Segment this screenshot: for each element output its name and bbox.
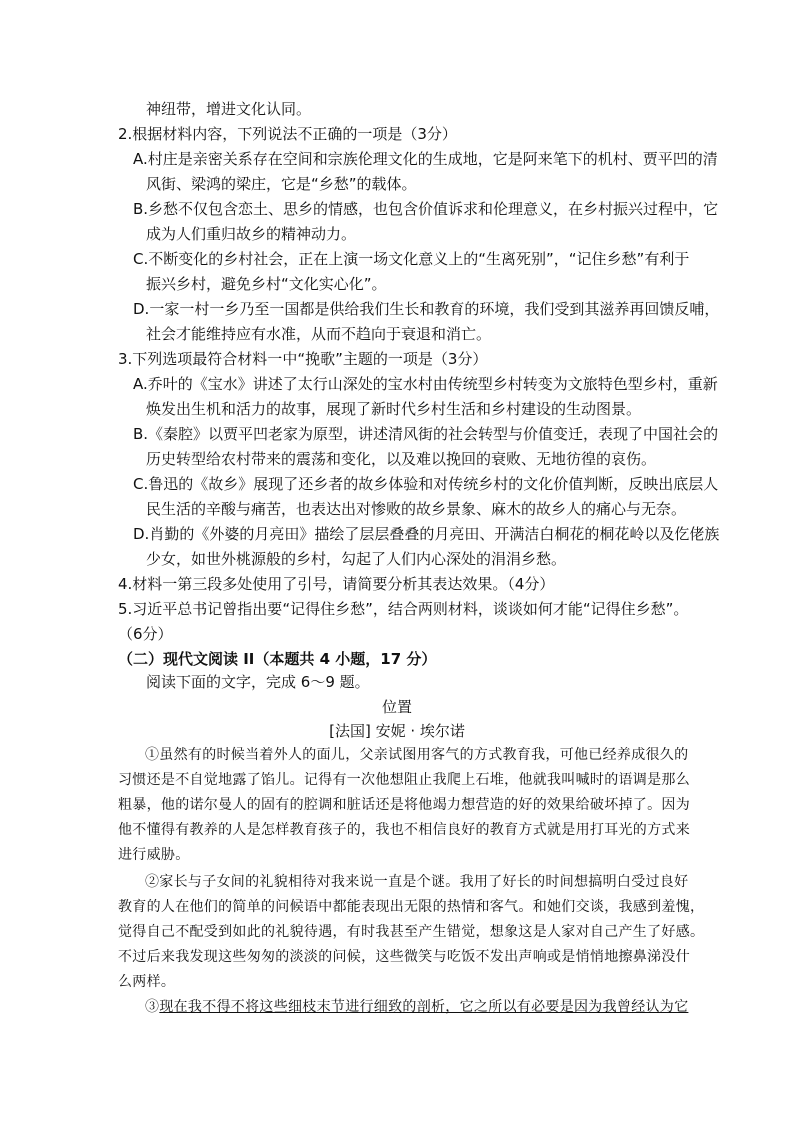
story-p2-line3: 觉得自己不配受到如此的礼貌待遇，有时我甚至产生错觉，想象这是人家对自己产生了好感。 (118, 924, 705, 940)
q2-option-d-line1: D.一家一村一乡乃至一国都是供给我们生长和教育的环境，我们受到其滋养再回馈反哺， (133, 300, 720, 318)
underlined-sentence: 现在我不得不将这些细枝末节进行细致的剖析，它之所以有必要是因为我曾经认为它 (159, 999, 689, 1015)
q2-option-c-line2: 振兴乡村，避免乡村“文化实心化”。 (146, 275, 387, 293)
q2-option-d-line2: 社会才能维持应有水准，从而不趋向于衰退和消亡。 (146, 325, 492, 343)
q2-option-b-line2: 成为人们重归故乡的精神动力。 (146, 225, 357, 243)
section-2-instruction: 阅读下面的文字，完成 6～9 题。 (146, 673, 370, 691)
q2-option-a-line1: A.村庄是亲密关系存在空间和宗族伦理文化的生成地，它是阿来笔下的机村、贾平凹的清 (133, 150, 718, 168)
q3-option-a-line2: 焕发出生机和活力的故事，展现了新时代乡村生活和乡村建设的生动图景。 (146, 400, 642, 418)
story-p2-line2: 教育的人在他们的简单的问候语中都能表现出无限的热情和客气。和她们交谈，我感到羞愧， (118, 899, 705, 915)
q3-option-c-line1: C.鲁迅的《故乡》展现了还乡者的故乡体验和对传统乡村的文化价值判断，反映出底层人 (133, 475, 719, 493)
q3-option-b-line2: 历史转型给农村带来的震荡和变化，以及难以挽回的衰败、无地彷徨的哀伤。 (146, 450, 657, 468)
section-2-heading: （二）现代文阅读 II（本题共 4 小题，17 分） (118, 650, 437, 668)
q2-option-b-line1: B.乡愁不仅包含恋土、思乡的情感，也包含价值诉求和伦理意义，在乡村振兴过程中，它 (133, 200, 719, 218)
q3-option-b-line1: B.《秦腔》以贾平凹老家为原型，讲述清风街的社会转型与价值变迁，表现了中国社会的 (133, 425, 719, 443)
question-5-line1: 5.习近平总书记曾指出要“记得住乡愁”，结合两则材料，谈谈如何才能“记得住乡愁”。 (118, 600, 689, 618)
question-3-stem: 3.下列选项最符合材料一中“挽歌”主题的一项是（3分） (118, 350, 488, 368)
question-4: 4.材料一第三段多处使用了引号，请简要分析其表达效果。（4分） (118, 575, 555, 593)
q3-option-d-line1: D.肖勤的《外婆的月亮田》描绘了层层叠叠的月亮田、开满洁白桐花的桐花岭以及仡佬族 (133, 525, 720, 543)
story-p2-line1: ②家长与子女间的礼貌相待对我来说一直是个谜。我用了好长的时间想搞明白受过良好 (145, 874, 689, 890)
q2-option-c-line1: C.不断变化的乡村社会，正在上演一场文化意义上的“生离死别”，“记住乡愁”有利于 (133, 250, 690, 268)
question-5-line2: （6分） (118, 625, 173, 643)
q3-option-c-line2: 民生活的辛酸与痛苦，也表达出对惨败的故乡景象、麻木的故乡人的痛心与无奈。 (146, 500, 687, 518)
continuation-line: 神纽带，增进文化认同。 (146, 100, 312, 118)
story-p2-line4: 不过后来我发现这些匆匆的淡淡的问候，这些微笑与吃饭不发出声响或是悄悄地擦鼻涕没什 (118, 949, 690, 965)
story-p2-line5: 么两样。 (118, 974, 176, 990)
story-title: 位置 (381, 698, 412, 716)
q3-option-d-line2: 少女，如世外桃源般的乡村，勾起了人们内心深处的涓涓乡愁。 (146, 550, 567, 568)
q2-option-a-line2: 风街、梁鸿的梁庄，它是“乡愁”的载体。 (146, 175, 417, 193)
story-p1-line5: 进行威胁。 (118, 847, 190, 863)
story-author: [法国] 安妮 · 埃尔诺 (329, 722, 465, 740)
story-p1-line1: ①虽然有的时候当着外人的面儿，父亲试图用客气的方式教育我，可他已经养成很久的 (145, 747, 689, 763)
q3-option-a-line1: A.乔叶的《宝水》讲述了太行山深处的宝水村由传统型乡村转变为文旅特色型乡村，重新 (133, 375, 718, 393)
question-2-stem: 2.根据材料内容，下列说法不正确的一项是（3分） (118, 125, 457, 143)
story-p3-line1 (145, 997, 688, 1017)
story-p1-line2: 习惯还是不自觉地露了馅儿。记得有一次他想阻止我爬上石堆，他就我叫喊时的语调是那么 (118, 772, 690, 788)
story-p1-line4: 他不懂得有教养的人是怎样教育孩子的，我也不相信良好的教育方式就是用打耳光的方式来 (118, 822, 690, 838)
story-p1-line3: 粗暴，他的诺尔曼人的固有的腔调和脏话还是将他竭力想营造的好的效果给破坏掉了。因为 (118, 797, 690, 813)
paragraph-number: ③ (145, 999, 160, 1015)
